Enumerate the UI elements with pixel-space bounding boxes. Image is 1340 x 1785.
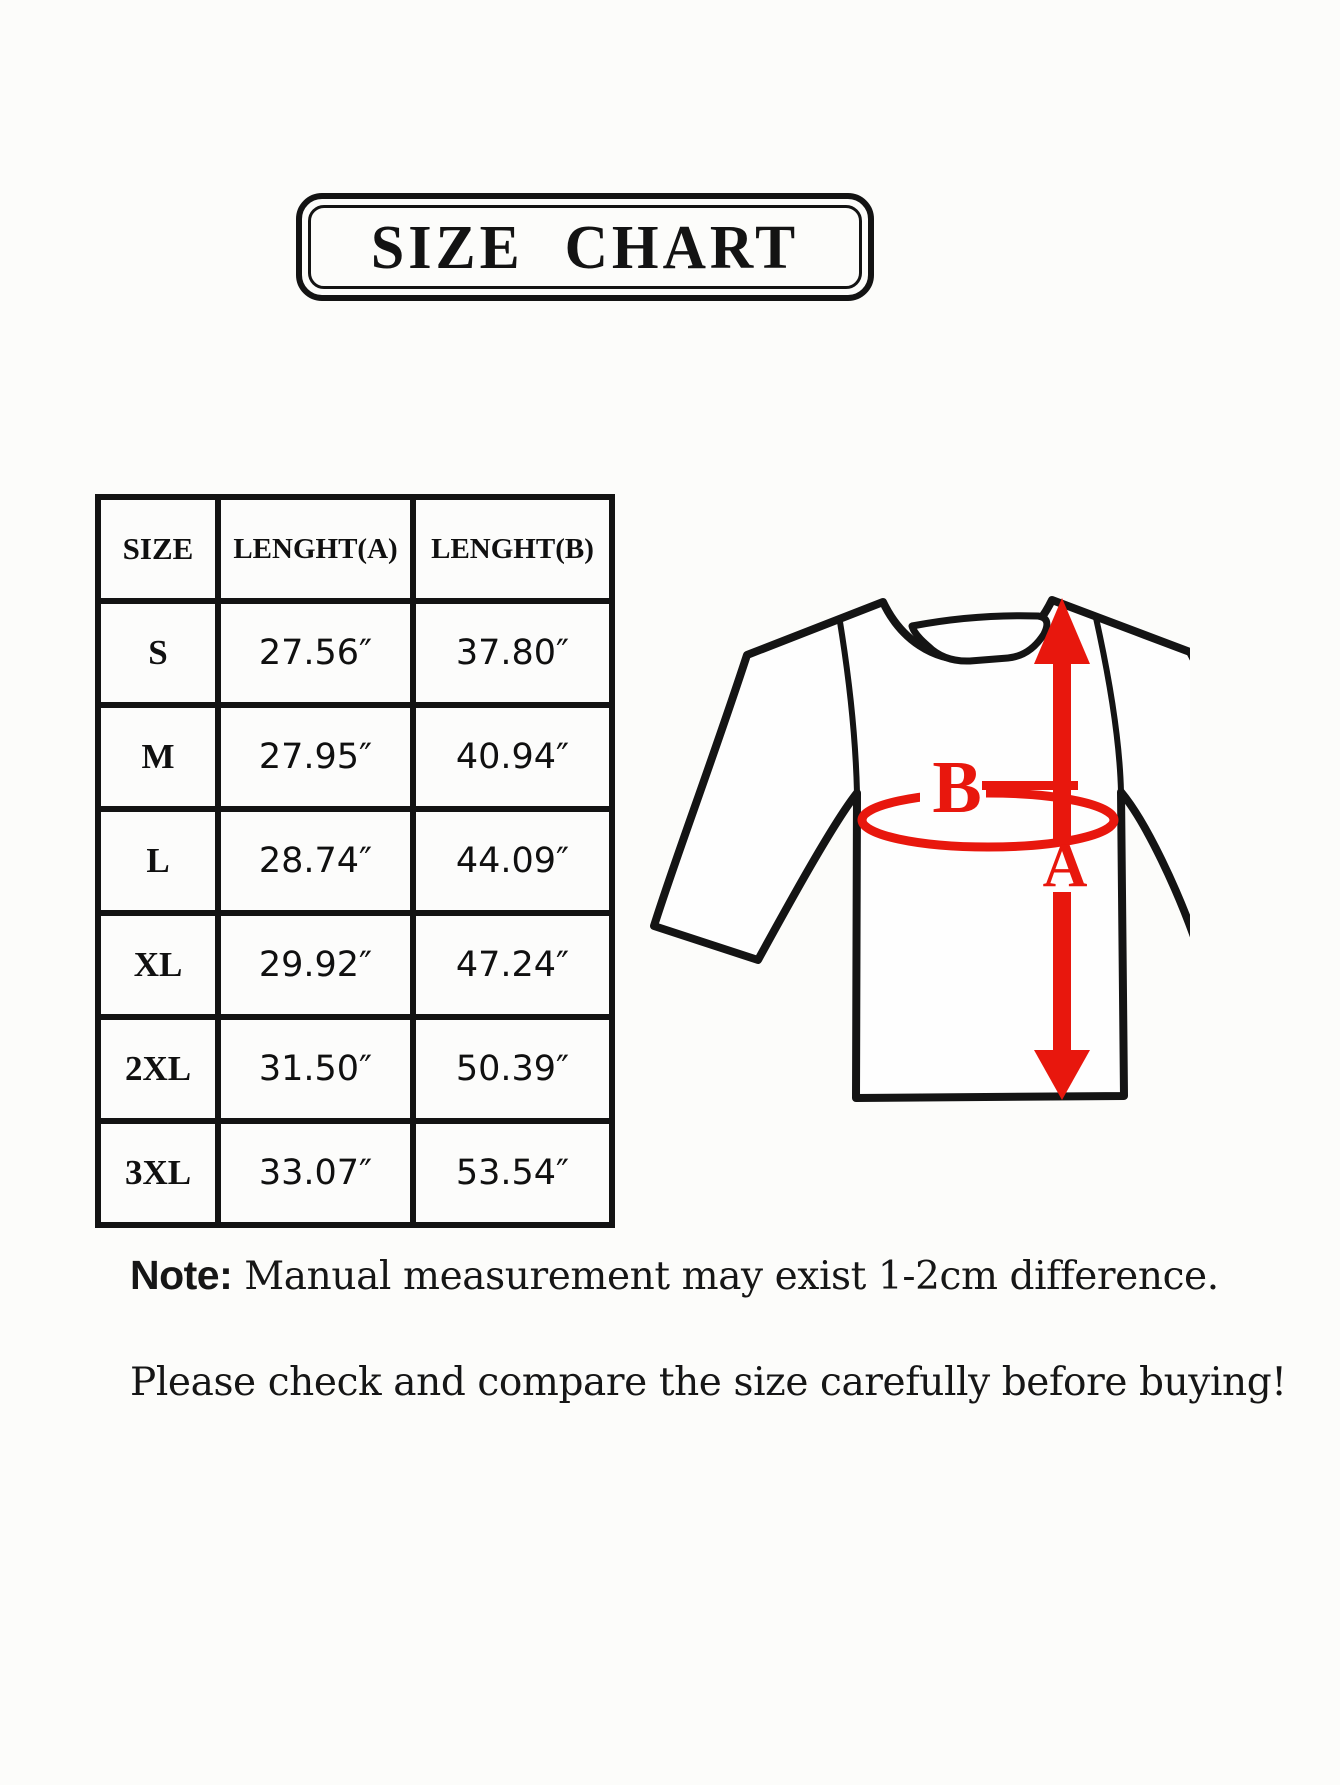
table-row [98, 809, 612, 913]
length-a-cell: 27.56″ [218, 601, 413, 705]
length-a-cell: 29.92″ [218, 913, 413, 1017]
label-b: B [932, 747, 982, 829]
size-cell: XL [98, 913, 218, 1017]
length-b-cell: 50.39″ [413, 1017, 612, 1121]
tshirt-measurement-diagram [610, 505, 1190, 1145]
page-title: SIZE CHART [370, 212, 800, 281]
size-cell: M [98, 705, 218, 809]
length-a-cell: 28.74″ [218, 809, 413, 913]
length-a-cell: 31.50″ [218, 1017, 413, 1121]
size-cell: S [98, 601, 218, 705]
note-prefix: Note: [130, 1252, 233, 1298]
title-plate-inner-border [308, 205, 862, 289]
size-cell: 3XL [98, 1121, 218, 1225]
length-b-cell: 53.54″ [413, 1121, 612, 1225]
table-row [98, 913, 612, 1017]
length-a-cell: 27.95″ [218, 705, 413, 809]
table-row [98, 705, 612, 809]
arrow-upper-shaft [1053, 656, 1071, 840]
length-a-cell: 33.07″ [218, 1121, 413, 1225]
table-header-row [98, 497, 612, 601]
length-b-cell: 47.24″ [413, 913, 612, 1017]
table-row [98, 1121, 612, 1225]
size-cell: L [98, 809, 218, 913]
note-text-2: Please check and compare the size carefully before buying! [130, 1360, 1287, 1405]
table-row [98, 1017, 612, 1121]
note-line-1 [130, 1252, 1219, 1299]
size-cell: 2XL [98, 1017, 218, 1121]
column-header-length-a: LENGHT(A) [218, 497, 413, 601]
length-b-cell: 37.80″ [413, 601, 612, 705]
size-table [95, 494, 615, 1228]
table-row [98, 601, 612, 705]
note-line-2 [130, 1360, 1287, 1405]
column-header-length-b: LENGHT(B) [413, 497, 612, 601]
length-b-cell: 44.09″ [413, 809, 612, 913]
length-b-cell: 40.94″ [413, 705, 612, 809]
arrow-lower-shaft [1053, 892, 1071, 1050]
label-a: A [1042, 832, 1088, 900]
note-text-1: Manual measurement may exist 1-2cm difference. [244, 1254, 1219, 1299]
column-header-size: SIZE [98, 497, 218, 601]
title-plate [296, 193, 874, 301]
